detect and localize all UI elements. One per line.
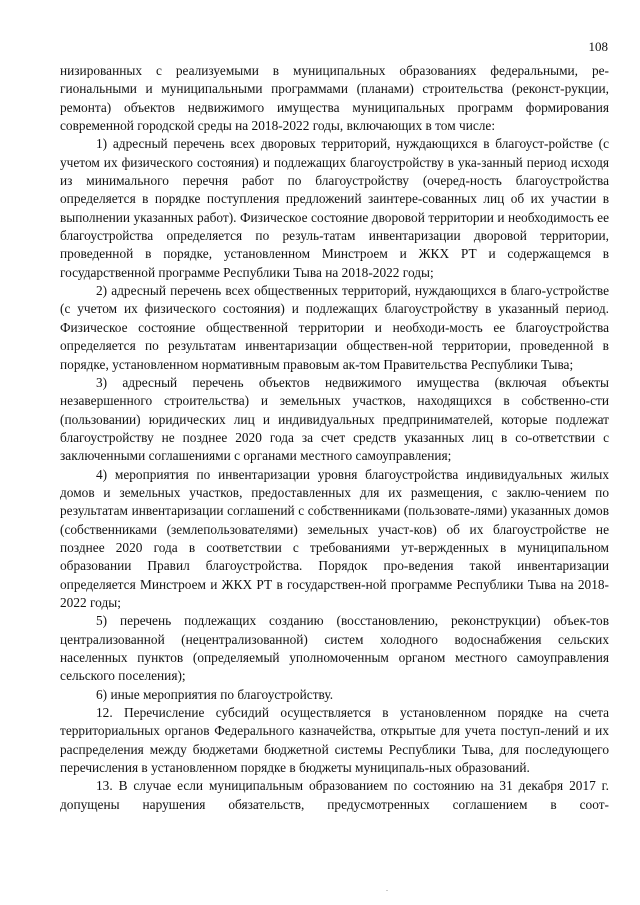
- paragraph-intro: низированных с реализуемыми в муниципальных образованиях федеральными, ре-гиональными и муниципальными программами (планами) строительства (реконст-рукции, ремонта) объектов недвижимого имущества муниципальных программ формирования современной городской среды на 2018-2022 годы, включающих в том числе:: [60, 63, 609, 134]
- scan-artifact: .: [386, 884, 388, 893]
- clause-12: 12. Перечисление субсидий осуществляется в установленном порядке на счета территориальных органов Федерального казначейства, открытые для учета поступ-лений и их распределения между бюджетами бюджетной системы Республики Тыва, для последующего перечисления в установленном порядке в бюджеты муниципаль-ных образований.: [60, 705, 609, 776]
- list-item-3: 3) адресный перечень объектов недвижимого имущества (включая объекты незавершенного строительства) и земельных участков, находящихся в собственно-сти (пользовании) юридических лиц и индивидуальных предпринимателей, которые подлежат благоустройству не позднее 2020 года за счет средств указанных лиц в со-ответствии с заключенными соглашениями с органами местного самоуправления;: [60, 374, 609, 464]
- page-number: 108: [588, 39, 608, 54]
- list-item-2: 2) адресный перечень всех общественных территорий, нуждающихся в благо-устройстве (с учетом их физического состояния) и подлежащих благоустройству в указанный период. Физическое состояние общественной территории и необходи-мость ее благоустройства определяется по результатам инвентаризации обществен-ной территории, проведенной в порядке, установленном нормативным правовым ак-том Правительства Республики Тыва;: [60, 283, 609, 372]
- list-item-4: 4) мероприятия по инвентаризации уровня благоустройства индивидуальных жилых домов и земельных участков, предоставленных для их размещения, с заклю-чением по результатам инвентаризации соглашений с собственниками (пользовате-лями) указанных домов (собственниками (землепользователями) земельных участ-ков) об их благоустройстве не позднее 2020 года в соответствии с требованиями ут-вержденных в муниципальном образовании Правил благоустройства. Порядок про-ведения такой инвентаризации определяется Минстроем и ЖКХ РТ в государствен-ной программе Республики Тыва на 2018-2022 годы;: [60, 466, 609, 610]
- clause-13: 13. В случае если муниципальным образованием по состоянию на 31 декабря 2017 г. допущены нарушения обязательств, предусмотренных соглашением в соот-: [60, 778, 609, 812]
- list-item-6: 6) иные мероприятия по благоустройству.: [96, 686, 334, 702]
- list-item-5: 5) перечень подлежащих созданию (восстановлению, реконструкции) объек-тов централизованной (нецентрализованной) систем холодного водоснабжения сельских населенных пунктов (определяемый уполномоченным органом местного самоуправления сельского поселения);: [60, 613, 609, 684]
- document-body: [60, 62, 609, 814]
- list-item-1: 1) адресный перечень всех дворовых территорий, нуждающихся в благоуст-ройстве (с учетом их физического состояния) и подлежащих благоустройству в ука-занный период исходя из минимального перечня работ по благоустройству (очеред-ность благоустройства определяется в порядке поступления предложений заинтере-сованных лиц об их участии в выполнении указанных работ). Физическое состояние дворовой территории и необходимость ее благоустройства определяется по резуль-татам инвентаризации дворовой территории, проведенной в порядке, установленном Минстроем и ЖКХ РТ и содержащемся в государственной программе Республики Тыва на 2018-2022 годы;: [60, 136, 609, 280]
